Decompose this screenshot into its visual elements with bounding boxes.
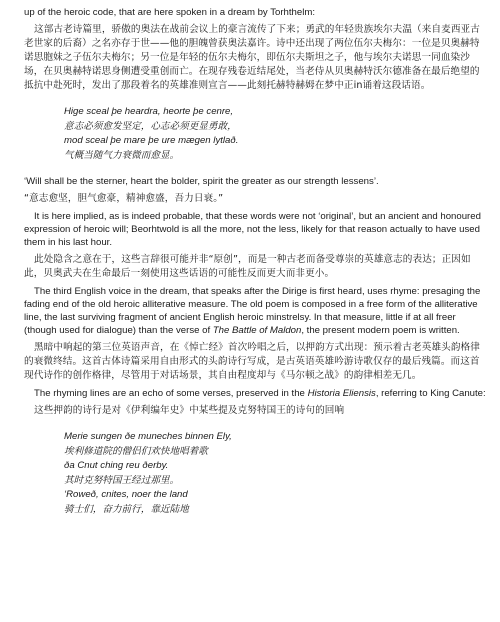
verse-line: Merie sungen ðe muneches binnen Ely, <box>64 431 232 442</box>
work-title-historia: Historia Eliensis <box>307 388 376 399</box>
paragraph-zh-5: 这些押韵的诗行是对《伊利编年史》中某些提及克努特国王的诗句的回响 <box>34 405 345 416</box>
verse-line: Hige sceal þe heardra, heorte þe cenre, <box>64 106 234 117</box>
paragraph-zh-2: “意志愈坚，胆气愈豪，精神愈盛，吾力日衰。” <box>24 193 224 204</box>
verse-line: 其时克努特国王经过那里。 <box>64 474 180 486</box>
verse-line: ‘Roweð, cnites, noer the land <box>64 489 188 500</box>
verse-block-2 <box>64 430 488 517</box>
work-title-maldon: The Battle of Maldon <box>212 325 302 336</box>
paragraph-en-2: ‘Will shall be the sterner, heart the bolder, spirit the greater as our strength lessens’. <box>24 176 379 187</box>
verse-line: mod sceal þe mare þe ure mægen lytlað. <box>64 135 239 146</box>
paragraph-zh-4: 黑暗中响起的第三位英语声音，在《悼亡经》首次吟唱之后，以押韵方式出现：预示着古老英雄头韵格律的衰微终结。这首古体诗篇采用自由形式的头韵诗行写成，是古英语英雄吟游诗歌仅存的最后残篇。而这首现代诗作的创作格律，尽管用于对话场景，其自由程度却与《马尔顿之战》的韵律相差无几。 <box>24 342 480 381</box>
verse-line: 骑士们，奋力前行，靠近陆地 <box>64 503 189 515</box>
paragraph-zh-1: 这部古老诗篇里，骄傲的奥法在战前会议上的豪言流传了下来；勇武的年轻贵族埃尔夫温（来自麦西亚古老世家的后裔）之名亦存于世——他的胆魄曾获奥法嘉许。诗中还出现了两位伍尔夫梅尔：一位是贝奥赫特诺思胞妹之子伍尔夫梅尔；另一位是年轻的伍尔夫梅尔，即伍尔夫斯坦之子，他与埃尔夫诺思一同血染沙场，在贝奥赫特诺思身侧遭受重创而亡。在现存残卷近结尾处，当老侍从贝奥赫特沃尔德准备在最后绝望的抵抗中赴死时，发出了那段着名的英雄准则宣言——此刻托赫特赫姆在梦中正in诵着这段话语。 <box>24 24 480 91</box>
paragraph-en-1: up of the heroic code, that are here spoken in a dream by Torhthelm: <box>24 7 316 18</box>
paragraph-en-4-text: The third English voice in the dream, that speaks after the Dirige is first heard, uses rhyme: presaging the fading end of the old heroic alliterative measure. The old poem is composed in a free form of the alliterative line, the last surviving fragment of ancient English heroic minstrelsy. In that measure, little if at all freer (though used for dialogue) than the verse of <box>24 286 481 336</box>
paragraph-en-3: It is here implied, as is indeed probable, that these words were not ‘original’, but an ancient and honoured expression of heroic will; Beorhtwold is all the more, not the less, likely for that reason actually to have used them in his last hour. <box>24 211 481 248</box>
verse-line: 埃利修道院的僧侣们欢快地唱着歌 <box>64 445 208 457</box>
verse-line: ða Cnut ching reu ðerby. <box>64 460 169 471</box>
paragraph-en-5-text: The rhyming lines are an echo of some verses, preserved in the <box>34 388 308 399</box>
verse-line: 意志必须愈发坚定，心志必须更显勇敢， <box>64 120 237 132</box>
verse-line: 气概当随气力衰微而愈显。 <box>64 149 180 161</box>
paragraph-en-5-tail: , referring to King Canute: <box>375 388 486 399</box>
paragraph-zh-3: 此处隐含之意在于，这些言辞很可能并非“原创”，而是一种古老而备受尊崇的英雄意志的表达；正因如此，贝奥武夫在生命最后一刻使用这些话语的可能性反而更大而非更小。 <box>24 254 471 279</box>
verse-block-1 <box>64 105 488 163</box>
paragraph-en-4 <box>24 285 488 337</box>
paragraph-en-5 <box>24 387 488 400</box>
paragraph-en-4-tail: , the present modern poem is written. <box>301 325 460 336</box>
